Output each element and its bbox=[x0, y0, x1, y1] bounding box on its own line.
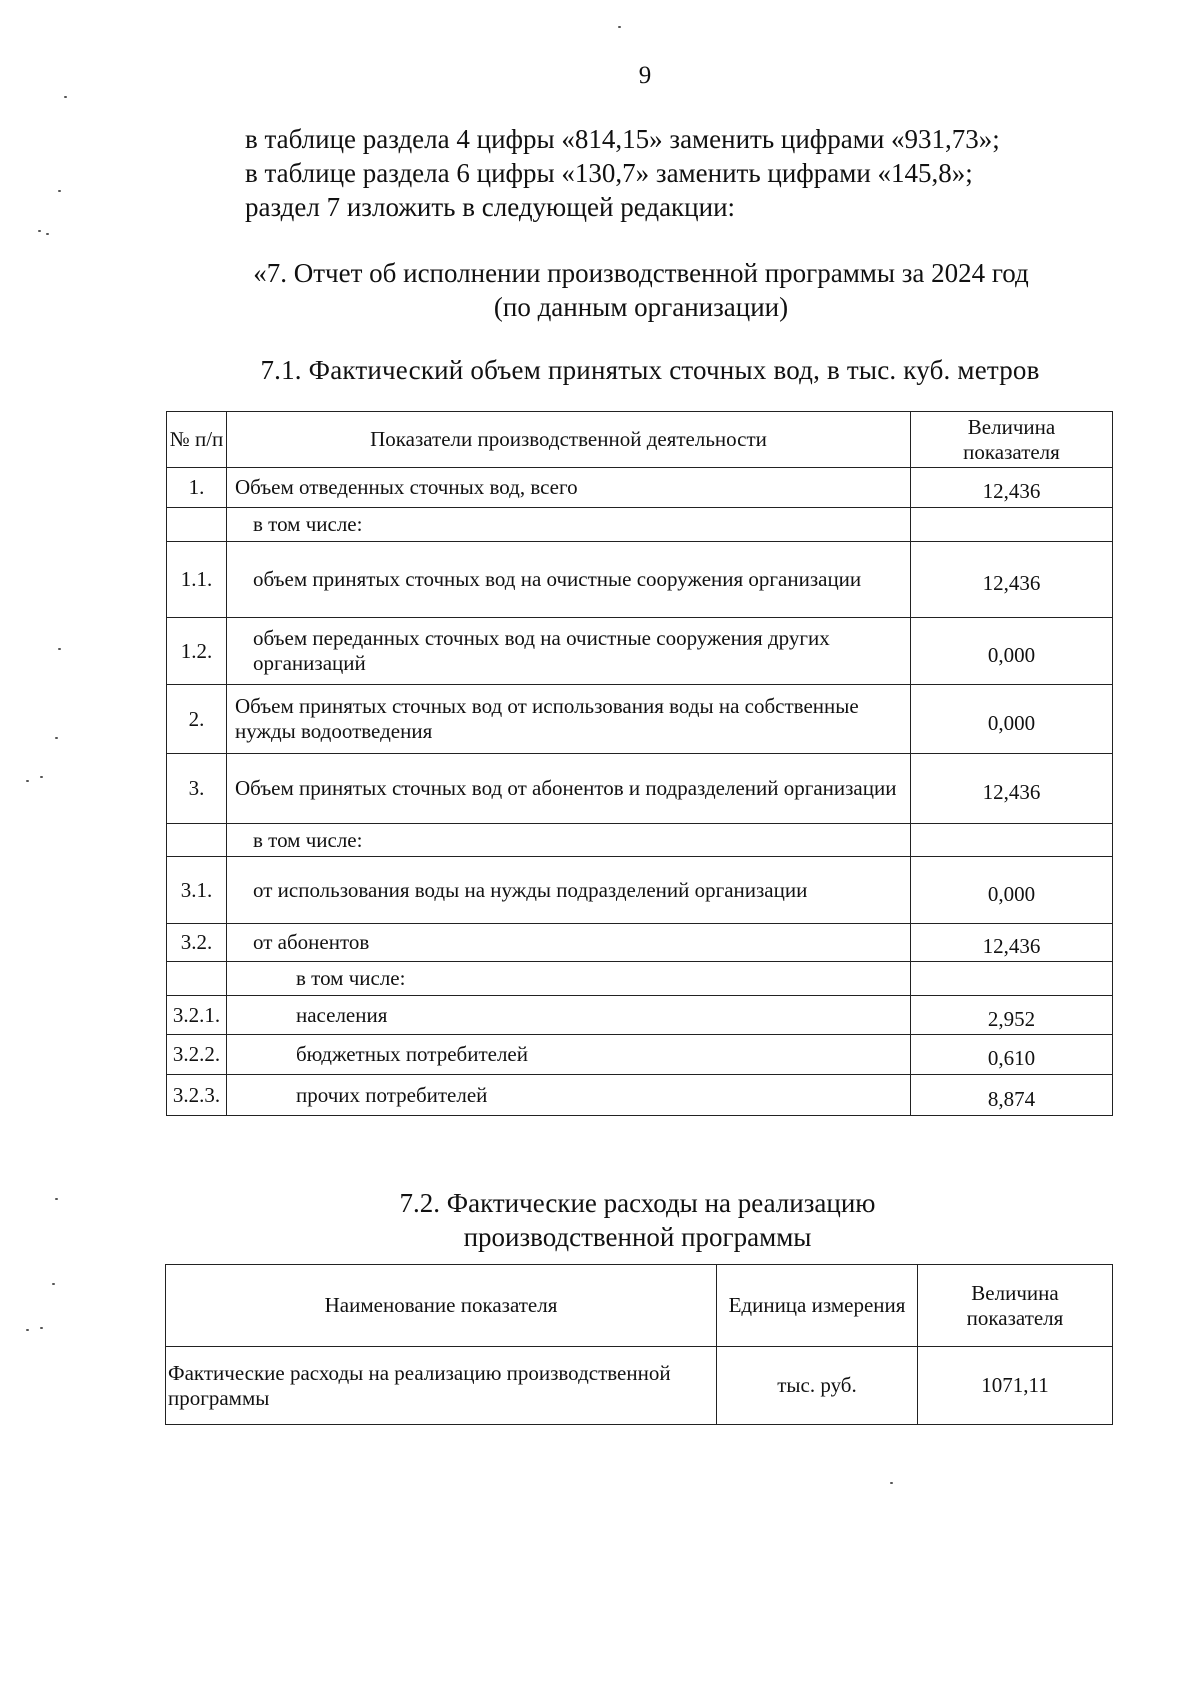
row-num: 1.1. bbox=[167, 542, 227, 618]
row-label: от использования воды на нужды подразделений организации bbox=[227, 857, 911, 924]
scan-speck bbox=[38, 230, 41, 232]
scan-speck bbox=[26, 780, 29, 782]
header-value: Величина показателя bbox=[918, 1265, 1113, 1347]
table-row bbox=[167, 924, 1113, 962]
row-value: 0,000 bbox=[911, 685, 1113, 754]
scan-speck bbox=[64, 96, 67, 98]
page-number: 9 bbox=[638, 62, 652, 89]
row-value: 12,436 bbox=[911, 754, 1113, 824]
row-label: Объем отведенных сточных вод, всего bbox=[227, 468, 911, 508]
section-7-2-title-line1: 7.2. Фактические расходы на реализацию bbox=[399, 1188, 876, 1218]
row-num: 3.2.2. bbox=[167, 1035, 227, 1075]
row-label: в том числе: bbox=[227, 824, 911, 857]
table-row bbox=[167, 542, 1113, 618]
row-label: в том числе: bbox=[227, 508, 911, 542]
scan-speck bbox=[55, 1198, 58, 1200]
intro-text bbox=[245, 122, 1000, 224]
row-label: бюджетных потребителей bbox=[227, 1035, 911, 1075]
wastewater-volume-table bbox=[166, 411, 1113, 1116]
header-num: № п/п bbox=[167, 412, 227, 468]
row-value bbox=[911, 508, 1113, 542]
row-value: 0,000 bbox=[911, 857, 1113, 924]
row-value: 0,610 bbox=[911, 1035, 1113, 1075]
table-row bbox=[167, 508, 1113, 542]
intro-line: в таблице раздела 6 цифры «130,7» заменить цифрами «145,8»; bbox=[245, 158, 973, 188]
row-num: 2. bbox=[167, 685, 227, 754]
row-value: 12,436 bbox=[911, 924, 1113, 962]
section-7-2-title bbox=[165, 1186, 1110, 1254]
row-name: Фактические расходы на реализацию производственной программы bbox=[166, 1347, 717, 1425]
row-value: 1071,11 bbox=[918, 1347, 1113, 1425]
scan-speck bbox=[58, 648, 61, 650]
section-7-2-title-line2: производственной программы bbox=[463, 1222, 812, 1252]
row-value bbox=[911, 962, 1113, 996]
table-row bbox=[167, 824, 1113, 857]
scan-speck bbox=[46, 233, 49, 235]
scan-speck bbox=[58, 190, 61, 192]
row-label: прочих потребителей bbox=[227, 1075, 911, 1116]
scan-speck bbox=[26, 1329, 29, 1331]
row-num bbox=[167, 508, 227, 542]
section-7-title bbox=[225, 256, 1057, 324]
row-num: 1. bbox=[167, 468, 227, 508]
header-name: Наименование показателя bbox=[166, 1265, 717, 1347]
row-value: 12,436 bbox=[911, 542, 1113, 618]
row-label: в том числе: bbox=[227, 962, 911, 996]
table-row bbox=[167, 857, 1113, 924]
row-label: объем принятых сточных вод на очистные сооружения организации bbox=[227, 542, 911, 618]
table-row bbox=[167, 685, 1113, 754]
scan-speck bbox=[40, 776, 43, 778]
row-num: 3. bbox=[167, 754, 227, 824]
table-row bbox=[167, 1075, 1113, 1116]
row-num bbox=[167, 962, 227, 996]
table-row bbox=[167, 996, 1113, 1035]
section-7-title-line2: (по данным организации) bbox=[493, 292, 789, 322]
table-row bbox=[167, 962, 1113, 996]
table-row bbox=[167, 618, 1113, 685]
row-value: 2,952 bbox=[911, 996, 1113, 1035]
row-value: 8,874 bbox=[911, 1075, 1113, 1116]
intro-line: раздел 7 изложить в следующей редакции: bbox=[245, 192, 736, 222]
header-indicator: Показатели производственной деятельности bbox=[227, 412, 911, 468]
scan-speck bbox=[890, 1482, 893, 1484]
scan-speck bbox=[52, 1283, 55, 1285]
row-num: 3.2. bbox=[167, 924, 227, 962]
row-value: 12,436 bbox=[911, 468, 1113, 508]
table-row bbox=[166, 1347, 1113, 1425]
row-label: от абонентов bbox=[227, 924, 911, 962]
row-label: объем переданных сточных вод на очистные сооружения других организаций bbox=[227, 618, 911, 685]
table-header-row bbox=[167, 412, 1113, 468]
row-label: Объем принятых сточных вод от использования воды на собственные нужды водоотведения bbox=[227, 685, 911, 754]
scan-speck bbox=[40, 1327, 43, 1329]
row-unit: тыс. руб. bbox=[717, 1347, 918, 1425]
table-row bbox=[167, 754, 1113, 824]
header-value: Величина показателя bbox=[911, 412, 1113, 468]
table-header-row bbox=[166, 1265, 1113, 1347]
header-unit: Единица измерения bbox=[717, 1265, 918, 1347]
section-7-title-line1: «7. Отчет об исполнении производственной программы за 2024 год bbox=[253, 258, 1029, 288]
row-value bbox=[911, 824, 1113, 857]
row-value: 0,000 bbox=[911, 618, 1113, 685]
row-label: Объем принятых сточных вод от абонентов и подразделений организации bbox=[227, 754, 911, 824]
row-num: 3.2.3. bbox=[167, 1075, 227, 1116]
row-num: 3.1. bbox=[167, 857, 227, 924]
scan-speck bbox=[618, 26, 621, 28]
section-7-1-title: 7.1. Фактический объем принятых сточных вод, в тыс. куб. метров bbox=[260, 355, 1040, 385]
table-row bbox=[167, 468, 1113, 508]
table-row bbox=[167, 1035, 1113, 1075]
program-expenses-table bbox=[165, 1264, 1113, 1425]
row-num: 3.2.1. bbox=[167, 996, 227, 1035]
row-num bbox=[167, 824, 227, 857]
row-label: населения bbox=[227, 996, 911, 1035]
row-num: 1.2. bbox=[167, 618, 227, 685]
intro-line: в таблице раздела 4 цифры «814,15» заменить цифрами «931,73»; bbox=[245, 124, 1000, 154]
scan-speck bbox=[55, 737, 58, 739]
